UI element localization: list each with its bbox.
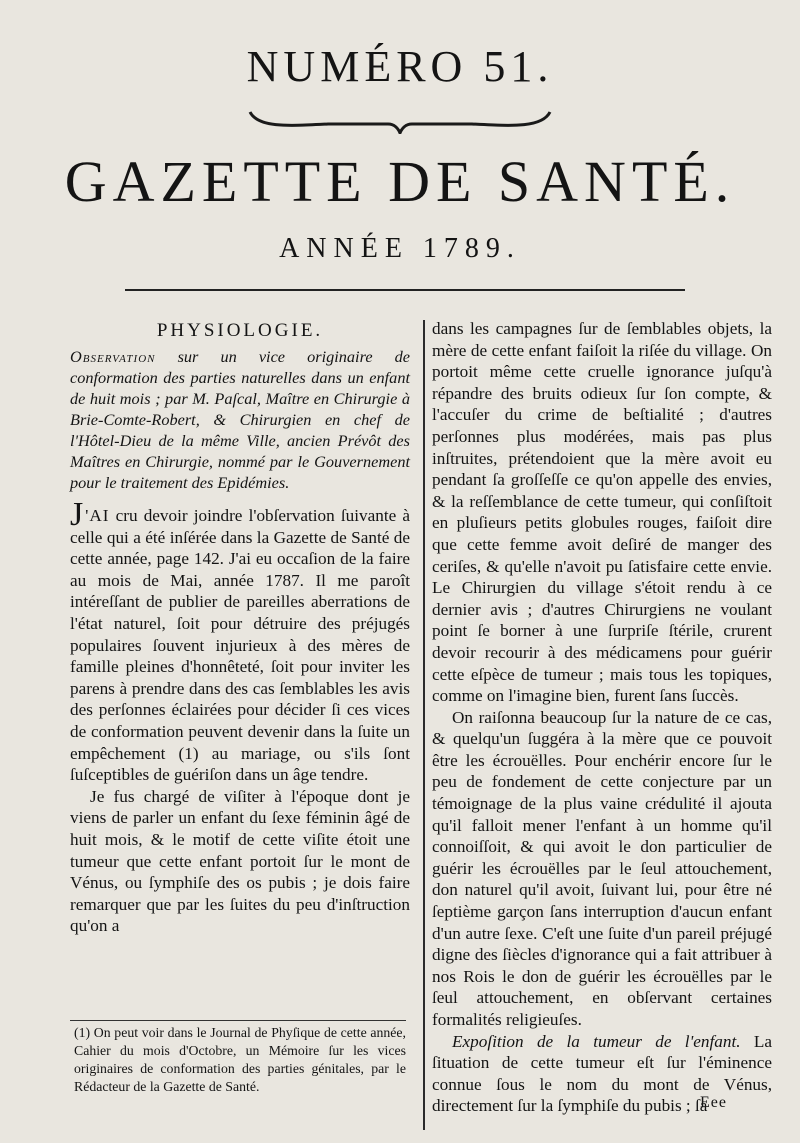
- footnote: (1) On peut voir dans le Journal de Phyſique de cette année, Cahier du mois d'Octobre, un Mémoire ſur les vices originaires de conformation des parties génitales, par le Rédacteur de la Gazette de Santé.: [74, 1025, 406, 1094]
- right-column: [432, 318, 772, 1117]
- column-divider: [423, 320, 425, 1130]
- left-column: [70, 318, 410, 937]
- abstract-text: sur un vice originaire de conformation des parties naturelles dans un enfant de huit mois ; par M. Paſcal, Maître en Chirurgie à Brie-Comte-Robert, & Chirurgien en chef de l'Hôtel-Dieu de la même Ville, ancien Prévôt des Maîtres en Chirurgie, nommé par le Gouvernement pour le traitement des Epidémies.: [70, 347, 410, 492]
- paragraph-2: Je fus chargé de viſiter à l'époque dont je viens de parler un enfant du ſexe féminin âgé de huit mois, & le motif de cette viſite étoit une tumeur que cette enfant portoit ſur le mont de Vénus, ou ſymphiſe des os pubis ; je dois faire remarquer que par les ſuites du peu d'inſtruction qu'on a: [70, 786, 410, 936]
- footnote-rule: [70, 1020, 406, 1021]
- paragraph-5-text: La ſituation de cette tumeur eſt ſur l'éminence connue ſous le nom du mont de Vénus, directement ſur la ſymphiſe du pubis ; ſa: [432, 1031, 772, 1116]
- article-abstract: [70, 346, 410, 493]
- header-rule: [125, 289, 685, 291]
- section-title: PHYSIOLOGIE.: [156, 320, 324, 341]
- ornament-bracket-icon: [248, 108, 552, 134]
- catchword: Eee: [700, 1094, 727, 1111]
- masthead-title: GAZETTE DE SANTÉ.: [64, 149, 736, 214]
- abstract-lead: Observation: [70, 347, 156, 366]
- paragraph-1: [70, 496, 410, 786]
- drop-cap: J: [70, 496, 84, 533]
- opening-word: 'AI: [85, 506, 110, 525]
- paragraph-1-text: cru devoir joindre l'obſervation ſuivante à celle qui a été inſérée dans la Gazette de Santé de cette année, page 142. J'ai eu occaſion de la faire au mois de Mai, année 1787. Il me paroît intéreſſant de publier de pareilles aberrations de l'état naturel, ſoit pour détruire des préjugés populaires ſouvent injurieux à des mères de famille pleines d'honnêteté, ſoit pour inviter les parens à prendre dans des cas ſemblables les avis des perſonnes éclairées pour décider ſi ces vices de conformation peuvent devenir dans la ſuite un empêchement (1) au mariage, ou s'ils ſont ſuſceptibles de guériſon dans un âge tendre.: [70, 506, 410, 785]
- issue-number: NUMÉRO 51.: [246, 42, 554, 91]
- paragraph-4: On raiſonna beaucoup ſur la nature de ce cas, & quelqu'un ſuggéra à la mère que ce pouvoit être les écrouëlles. Pour enchérir encore ſur le peu de fondement de cette conjecture par un témoignage de la plus vaine crédulité il ajouta qu'il falloit mener l'enfant à un homme qu'il connoiſſoit, & qui avoit le don particulier de guérir les écrouëlles par le ſeul attouchement, don naturel qu'il avoit, ſuivant lui, pour être né ſeptième garçon ſans interruption d'aucun enfant d'un autre ſexe. C'eſt une ſuite d'un pareil préjugé digne des ſiècles d'ignorance qui a fait attribuer à nos Rois le don de guérir les écrouëlles par le ſeul attouchement, en obſervant certaines formalités religieuſes.: [432, 707, 772, 1029]
- issue-year: ANNÉE 1789.: [279, 233, 521, 264]
- subsection-heading: Expoſition de la tumeur de l'enfant.: [452, 1031, 741, 1051]
- paragraph-3: dans les campagnes ſur de ſemblables objets, la mère de cette enfant faiſoit la riſée du village. On portoit même cette cruelle ignorance juſqu'à répandre des bruits odieux ſur ſon compte, & l'accuſer du crime de beſtialité ; d'autres perſonnes plus modérées, mais pas plus inſtruites, prétendoient que la mère avoit eu pendant ſa groſſeſſe ce qu'on appelle des envies, & la reſſemblance de cette tumeur, qui conſiſtoit en pluſieurs petits globules rouges, faiſoit dire que cette femme avoit deſiré de manger des ceriſes, & qu'elle n'avoit pu ſatisfaire cette envie. Le Chirurgien du village s'étoit rendu à ce dernier avis ; d'autres Chirurgiens ne voulant point ſe borner à une ſurpriſe ſtérile, crurent devoir recourir à des médicamens pour guérir cette eſpèce de tumeur ; mais tous les topiques, comme on l'imagine bien, furent ſans ſuccès.: [432, 319, 772, 706]
